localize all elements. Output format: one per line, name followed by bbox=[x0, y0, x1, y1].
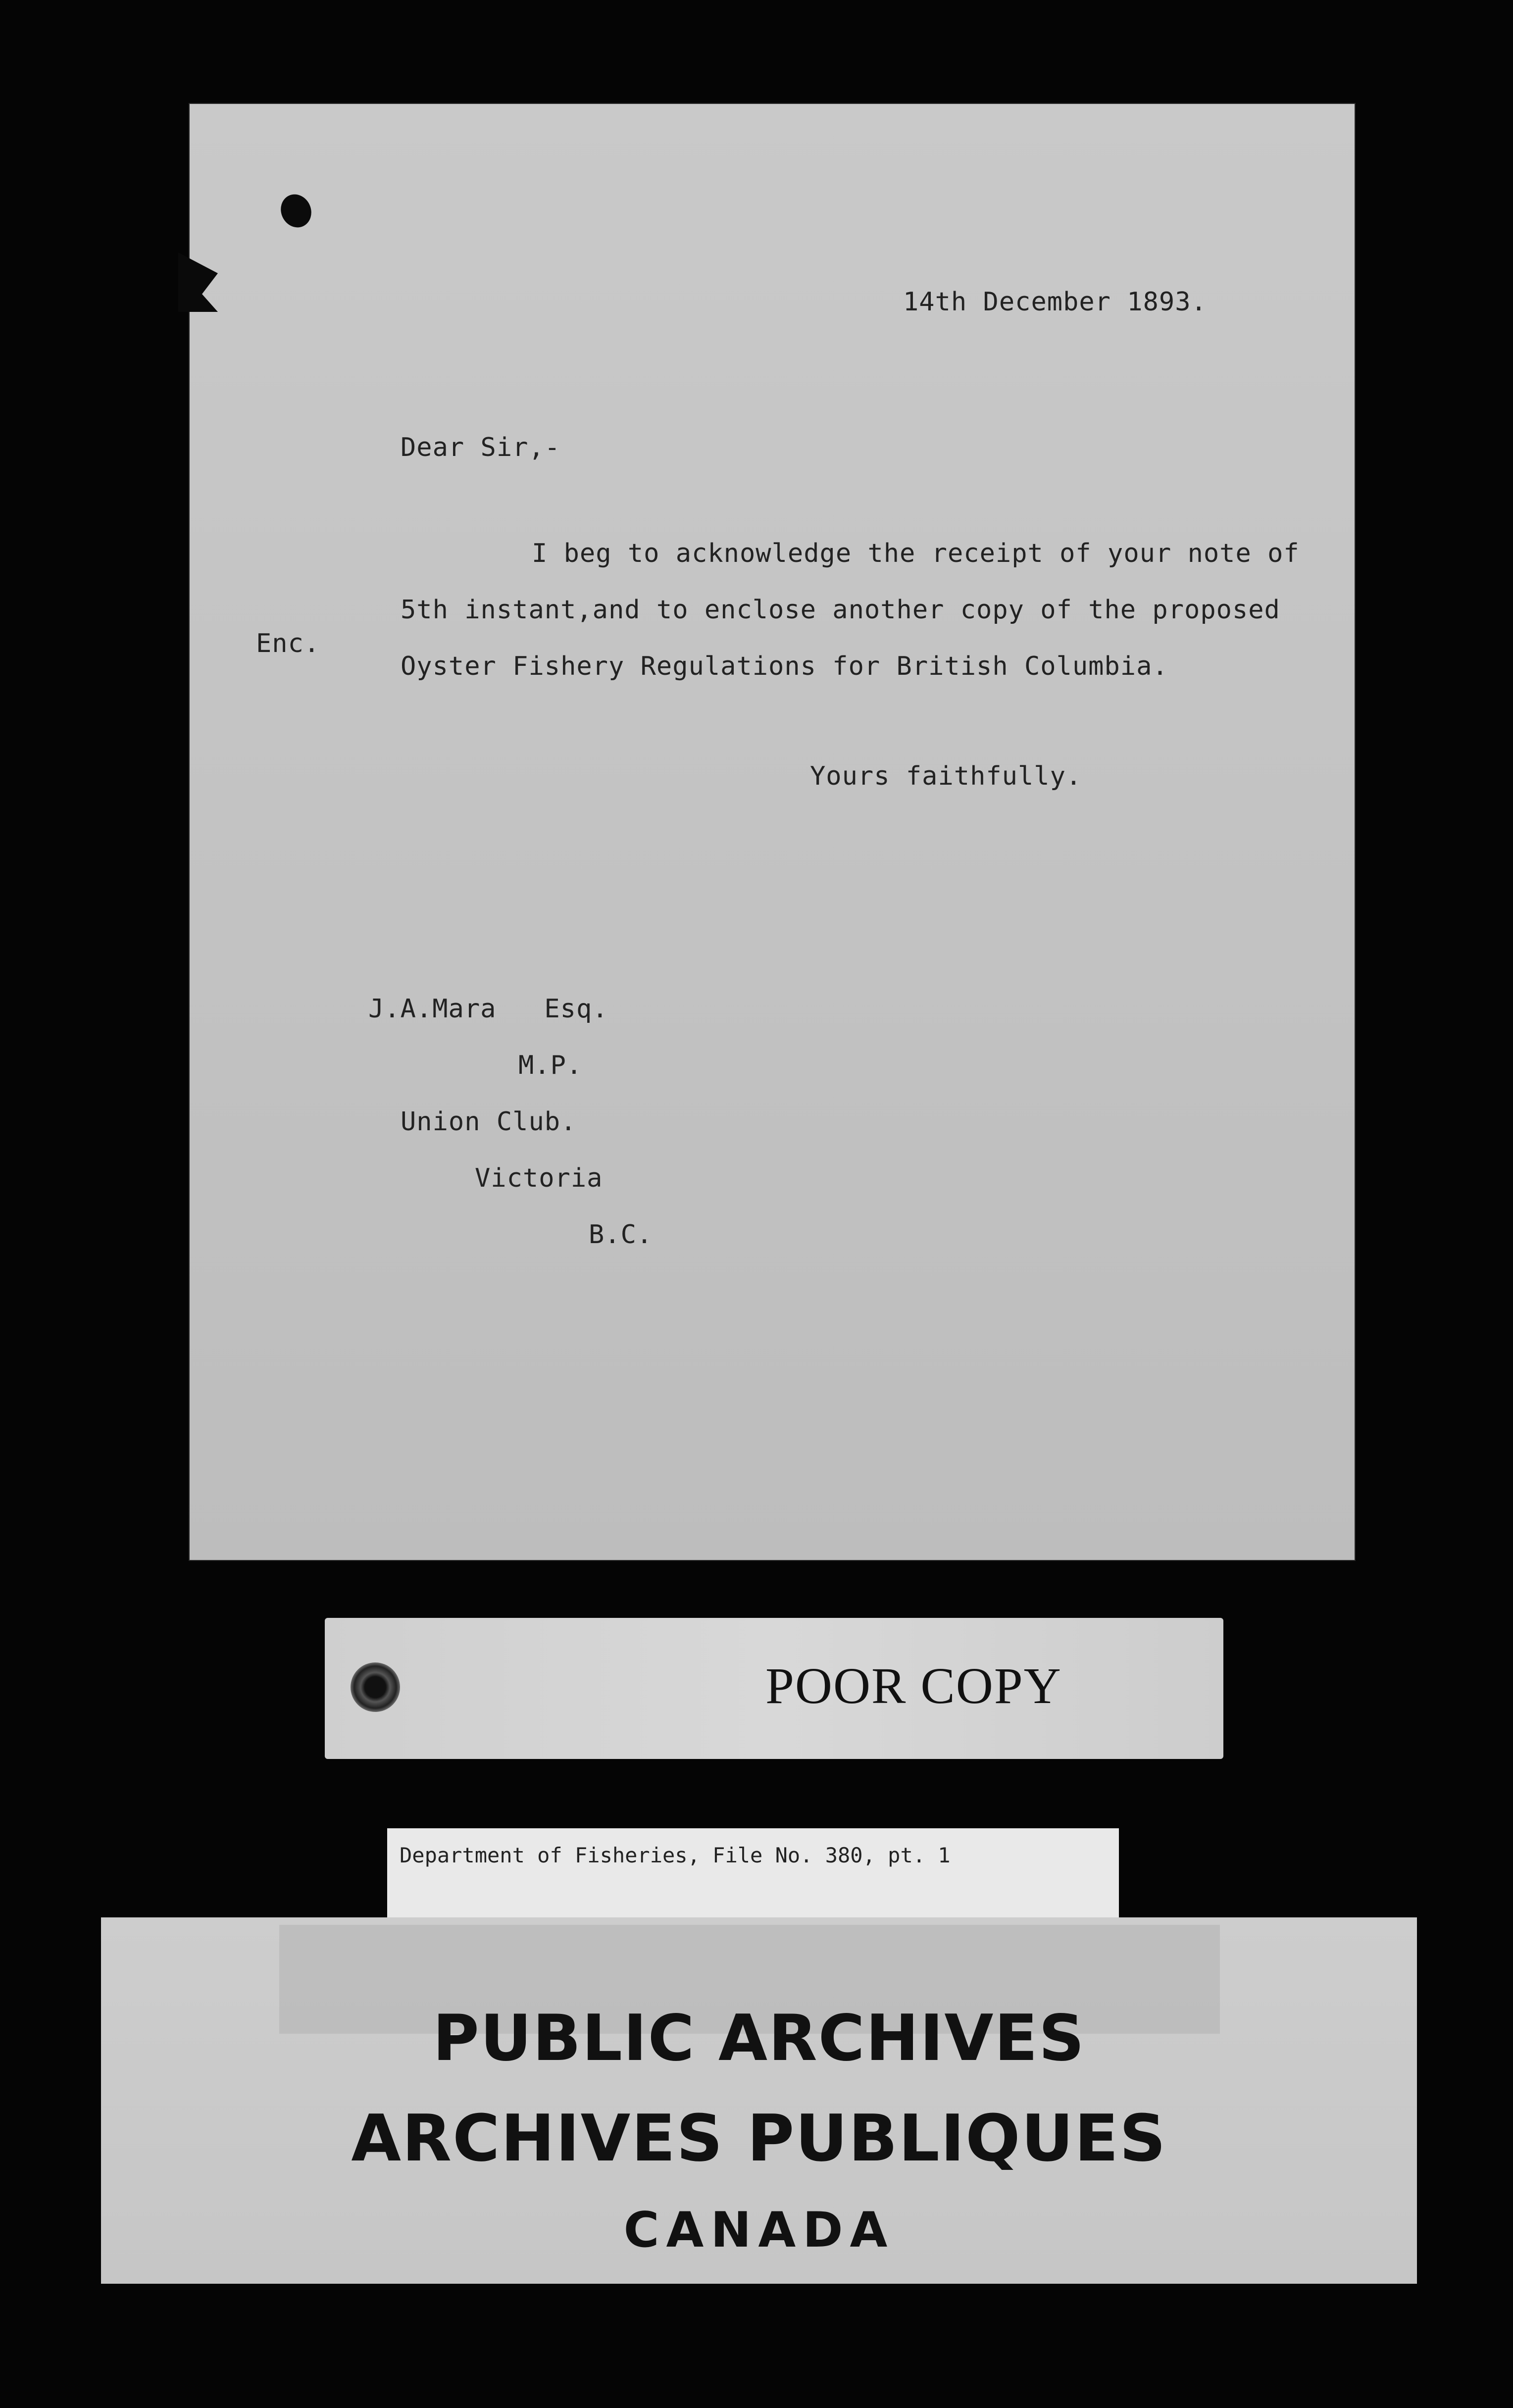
letter-salutation: Dear Sir,- bbox=[401, 433, 561, 462]
file-reference-strip bbox=[387, 1828, 1119, 1917]
letter-date: 14th December 1893. bbox=[903, 287, 1207, 317]
stamp-line-archives-publiques: ARCHIVES PUBLIQUES bbox=[351, 2101, 1167, 2176]
enclosure-mark: Enc. bbox=[256, 629, 320, 658]
poor-copy-label bbox=[325, 1618, 1223, 1759]
address-province: B.C. bbox=[589, 1220, 653, 1250]
letter-page bbox=[189, 103, 1356, 1561]
letter-body-line-2: 5th instant,and to enclose another copy of the proposed bbox=[401, 595, 1280, 625]
stamp-line-public-archives: PUBLIC ARCHIVES bbox=[433, 2002, 1085, 2075]
address-title: M.P. bbox=[518, 1051, 583, 1080]
file-reference-text: Department of Fisheries, File No. 380, pt. 1 bbox=[400, 1843, 951, 1867]
letter-body-line-3: Oyster Fishery Regulations for British Columbia. bbox=[401, 652, 1168, 681]
address-city: Victoria bbox=[475, 1163, 603, 1193]
archives-stamp bbox=[101, 1917, 1417, 2284]
letter-body-line-1: I beg to acknowledge the receipt of your note of bbox=[532, 539, 1300, 568]
address-club: Union Club. bbox=[401, 1107, 577, 1137]
stamp-line-canada: CANADA bbox=[623, 2202, 895, 2258]
address-name: J.A.Mara Esq. bbox=[368, 994, 608, 1024]
grommet-icon bbox=[351, 1662, 400, 1712]
letter-closing: Yours faithfully. bbox=[810, 761, 1082, 791]
poor-copy-text: POOR COPY bbox=[765, 1657, 1062, 1714]
